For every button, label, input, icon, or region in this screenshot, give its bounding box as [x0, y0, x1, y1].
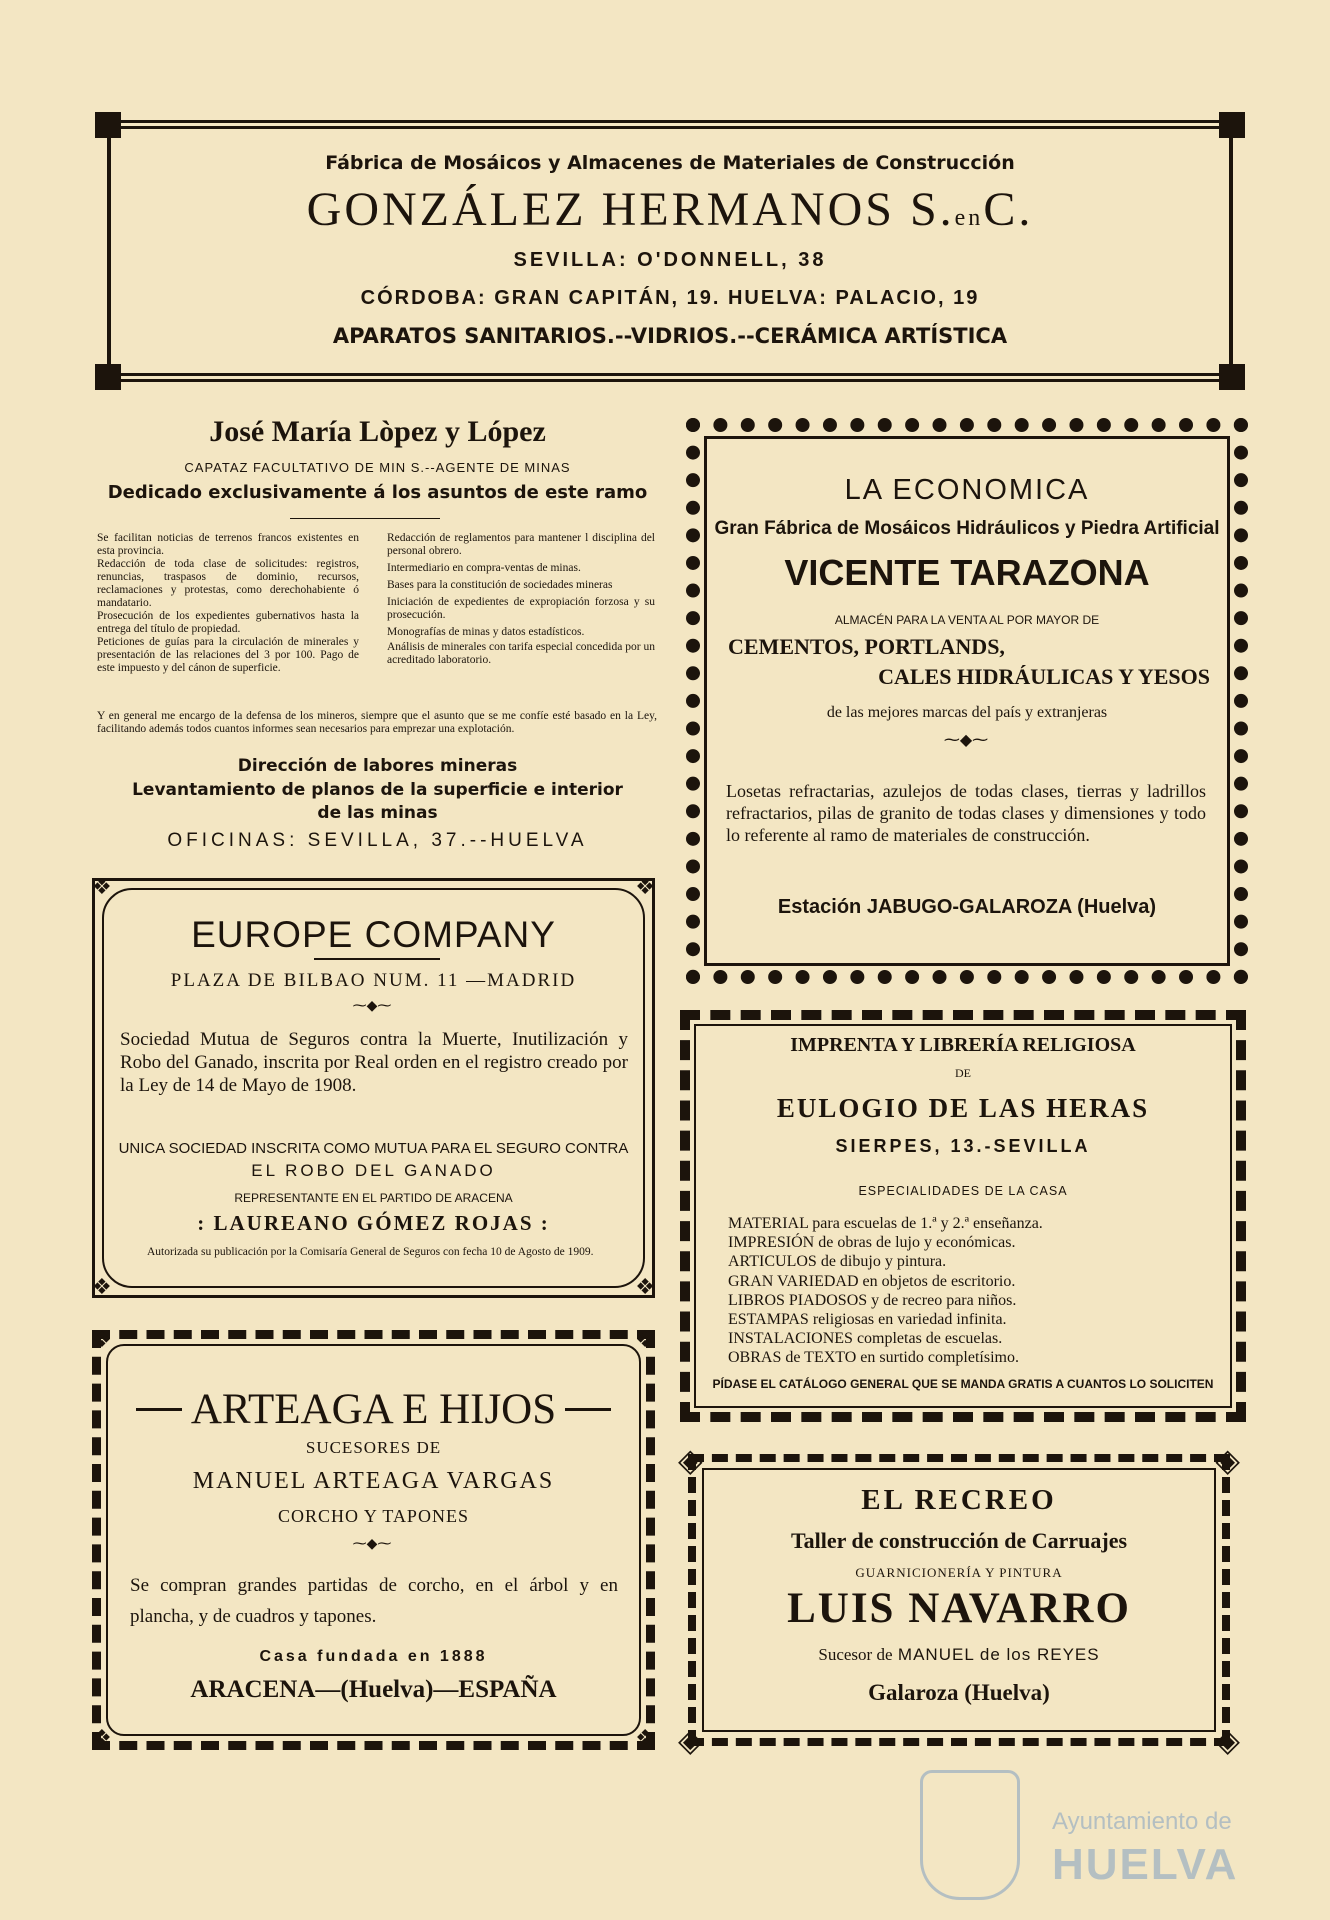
imprenta-de: DE [955, 1066, 971, 1080]
lopez-direccion-3: de las minas [317, 803, 438, 823]
arteaga-sucesores: SUCESORES DE [305, 1438, 442, 1457]
gonzalez-name-en: en [954, 205, 984, 231]
ad-gonzalez-hermanos [95, 112, 1245, 390]
list-item: MATERIAL para escuelas de 1.ª y 2.ª enseñanza. [728, 1215, 1043, 1232]
corner-ornament: ❖ [92, 875, 112, 900]
lopez-tagline: Dedicado exclusivamente á los asuntos de este ramo [107, 482, 648, 503]
list-item: ESTAMPAS religiosas en variedad infinita. [728, 1311, 1007, 1329]
watermark-line2: HUELVA [1052, 1840, 1239, 1889]
economica-fabrica: Gran Fábrica de Mosáicos Hidráulicos y Piedra Artificial [714, 518, 1220, 539]
economica-estacion: Estación JABUGO-GALAROZA (Huelva) [777, 896, 1157, 918]
imprenta-title: IMPRENTA Y LIBRERÍA RELIGIOSA [790, 1034, 1136, 1056]
corner-ornament: ❖ [635, 1275, 655, 1300]
europe-title: EUROPE COMPANY [191, 914, 556, 955]
corner-ornament: ❖ [635, 875, 655, 900]
economica-owner: VICENTE TARAZONA [784, 552, 1150, 593]
arteaga-manuel: MANUEL ARTEAGA VARGAS [192, 1468, 555, 1494]
imprenta-especialidades: ESPECIALIDADES DE LA CASA [858, 1184, 1068, 1198]
europe-body: Sociedad Mutua de Seguros contra la Muerte, Inutilización y Robo del Ganado, inscrita por Real orden en el registro creado por la Ley de 14 de Mayo de 1908. [120, 1029, 628, 1096]
corner-ornament: ◈ [1215, 1441, 1240, 1479]
gonzalez-name-text: GONZÁLEZ HERMANOS S. [306, 183, 955, 236]
frame-top-rule [105, 120, 1235, 129]
divider [290, 518, 440, 519]
list-item: GRAN VARIEDAD en objetos de escritorio. [728, 1272, 1016, 1290]
list-item: LIBROS PIADOSOS y de recreo para niños. [728, 1291, 1017, 1309]
recreo-guarnicioneria: GUARNICIONERÍA Y PINTURA [855, 1565, 1063, 1580]
lopez-col1-item: Prosecución de los expedientes gubernativos hasta la entrega del título de propiedad. [97, 610, 359, 635]
title-underline [314, 958, 440, 960]
gonzalez-products: APARATOS SANITARIOS.--VIDRIOS.--CERÁMICA ARTÍSTICA [332, 324, 1008, 348]
flourish-ornament: ⁓◆⁓ [352, 1536, 392, 1552]
economica-almacen: ALMACÉN PARA LA VENTA AL POR MAYOR DE [834, 613, 1100, 627]
economica-cales: CALES HIDRÁULICAS Y YESOS [878, 664, 1210, 689]
lopez-direccion-2: Levantamiento de planos de la superficie e interior [132, 780, 623, 800]
economica-marcas: de las mejores marcas del país y extranjeras [826, 704, 1108, 721]
lopez-col2-item: Iniciación de expedientes de expropiación forzosa y su prosecución. [387, 596, 655, 621]
europe-representante: REPRESENTANTE EN EL PARTIDO DE ARACENA [234, 1191, 513, 1205]
lopez-col2-item: Análisis de minerales con tarifa especial concedida por un acreditado laboratorio. [387, 641, 655, 666]
arteaga-fundada: Casa fundada en 1888 [259, 1648, 488, 1665]
economica-title: LA ECONOMICA [844, 474, 1090, 506]
list-item: ARTICULOS de dibujo y pintura. [728, 1253, 947, 1271]
recreo-title: EL RECREO [861, 1484, 1057, 1516]
ad-la-economica [686, 418, 1248, 984]
ad-imprenta [680, 1010, 1246, 1422]
lopez-col2-item: Intermediario en compra-ventas de minas. [387, 562, 581, 574]
corner-ornament [95, 112, 121, 138]
arteaga-title: ARTEAGA E HIJOS [190, 1386, 557, 1433]
ad-europe-company [92, 875, 655, 1300]
corner-ornament: ◈ [678, 1441, 703, 1479]
lopez-direccion-1: Dirección de labores mineras [237, 756, 518, 776]
recreo-place: Galaroza (Huelva) [868, 1680, 1050, 1705]
corner-ornament [1219, 112, 1245, 138]
lopez-col1-item: Redacción de toda clase de solicitudes: registros, renuncias, traspasos de dominio, recursos, reclamaciones y protestas, como derechohabiente ó mandatario. [97, 558, 359, 609]
europe-unica: UNICA SOCIEDAD INSCRITA COMO MUTUA PARA EL SEGURO CONTRA [118, 1140, 629, 1157]
corner-ornament: ❖ [92, 1726, 112, 1751]
inner-frame [704, 436, 1230, 966]
lopez-col2-item: Redacción de reglamentos para mantener l disciplina del personal obrero. [387, 532, 655, 557]
europe-address: PLAZA DE BILBAO NUM. 11 —MADRID [170, 970, 577, 991]
recreo-sucesor [678, 1645, 1240, 1665]
watermark-line1: Ayuntamiento de [1052, 1808, 1232, 1835]
corner-ornament: ◈ [678, 1721, 703, 1759]
lopez-subtitle: CAPATAZ FACULTATIVO DE MIN S.--AGENTE DE MINAS [184, 460, 571, 475]
corner-ornament: ❖ [635, 1726, 655, 1751]
lopez-general: Y en general me encargo de la defensa de los mineros, siempre que el asunto que se me confíe esté basado en la Ley, facilitando además todos cuantos informes sean necesarios para emprezar una explotación. [97, 710, 657, 735]
europe-autorizada: Autorizada su publicación por la Comisaría General de Seguros con fecha 10 de Agosto de 1909. [147, 1246, 594, 1258]
europe-agent: : LAUREANO GÓMEZ ROJAS : [197, 1211, 550, 1235]
gonzalez-sevilla: SEVILLA: O'DONNELL, 38 [513, 249, 827, 271]
economica-cementos: CEMENTOS, PORTLANDS, [728, 634, 1005, 659]
frame-bottom-rule [105, 373, 1235, 382]
recreo-owner: LUIS NAVARRO [787, 1585, 1131, 1632]
list-item: IMPRESIÓN de obras de lujo y económicas. [728, 1234, 1016, 1252]
imprenta-address: SIERPES, 13.-SEVILLA [835, 1136, 1091, 1156]
flourish-ornament: ⁓◆⁓ [943, 730, 989, 749]
flourish-ornament: ⁓◆⁓ [352, 998, 392, 1014]
lopez-col1 [97, 532, 359, 675]
gonzalez-header: Fábrica de Mosáicos y Almacenes de Materiales de Construcción [325, 152, 1015, 174]
lopez-col2 [387, 532, 655, 667]
ad-arteaga [92, 1330, 655, 1750]
recreo-taller: Taller de construcción de Carruajes [790, 1528, 1128, 1553]
arteaga-body: Se compran grandes partidas de corcho, en el árbol y en plancha, y de cuadros y tapones. [130, 1575, 618, 1627]
lopez-name: José María Lòpez y López [209, 415, 546, 448]
europe-robo: EL ROBO DEL GANADO [251, 1161, 496, 1180]
lopez-col2-item: Monografías de minas y datos estadísticos. [387, 626, 585, 638]
economica-losetas: Losetas refractarias, azulejos de todas clases, tierras y ladrillos refractarios, pilas de granito de todas clases y dimensiones y todo lo referente al ramo de materiales de construcción. [726, 781, 1206, 845]
list-item: OBRAS de TEXTO en surtido completísimo. [728, 1349, 1019, 1367]
lopez-col1-item: Se facilitan noticias de terrenos francos existentes en esta provincia. [97, 532, 359, 557]
recreo-sucesor-name: MANUEL de los REYES [897, 1645, 1100, 1664]
crest-icon [920, 1770, 1020, 1900]
lopez-oficinas: OFICINAS: SEVILLA, 37.--HUELVA [167, 830, 588, 851]
imprenta-list [728, 1214, 1043, 1368]
corner-ornament [1219, 364, 1245, 390]
lopez-col2-item: Bases para la constitución de sociedades mineras [387, 579, 613, 591]
gonzalez-name-c: C. [983, 183, 1034, 236]
imprenta-name: EULOGIO DE LAS HERAS [776, 1093, 1150, 1123]
gonzalez-cordoba: CÓRDOBA: GRAN CAPITÁN, 19. HUELVA: PALACIO, 19 [360, 287, 980, 309]
arteaga-corcho: CORCHO Y TAPONES [278, 1506, 469, 1526]
corner-ornament: ◈ [1215, 1721, 1240, 1759]
list-item: INSTALACIONES completas de escuelas. [728, 1330, 1003, 1348]
imprenta-catalogo: PÍDASE EL CATÁLOGO GENERAL QUE SE MANDA GRATIS A CUANTOS LO SOLICITEN [712, 1377, 1214, 1391]
ad-el-recreo [678, 1441, 1240, 1759]
corner-ornament [95, 364, 121, 390]
corner-ornament: ❖ [635, 1328, 655, 1353]
recreo-sucesor-de: Sucesor de [818, 1645, 893, 1664]
arteaga-place: ARACENA—(Huelva)—ESPAÑA [190, 1676, 557, 1703]
ad-lopez [95, 410, 660, 855]
lopez-col1-item: Peticiones de guías para la circulación de minerales y presentación de las relaciones del 3 por 100. Pago de este impuesto y del cánon de superficie. [97, 636, 359, 674]
gonzalez-name [95, 182, 1245, 237]
corner-ornament: ❖ [92, 1328, 112, 1353]
corner-ornament: ❖ [92, 1275, 112, 1300]
